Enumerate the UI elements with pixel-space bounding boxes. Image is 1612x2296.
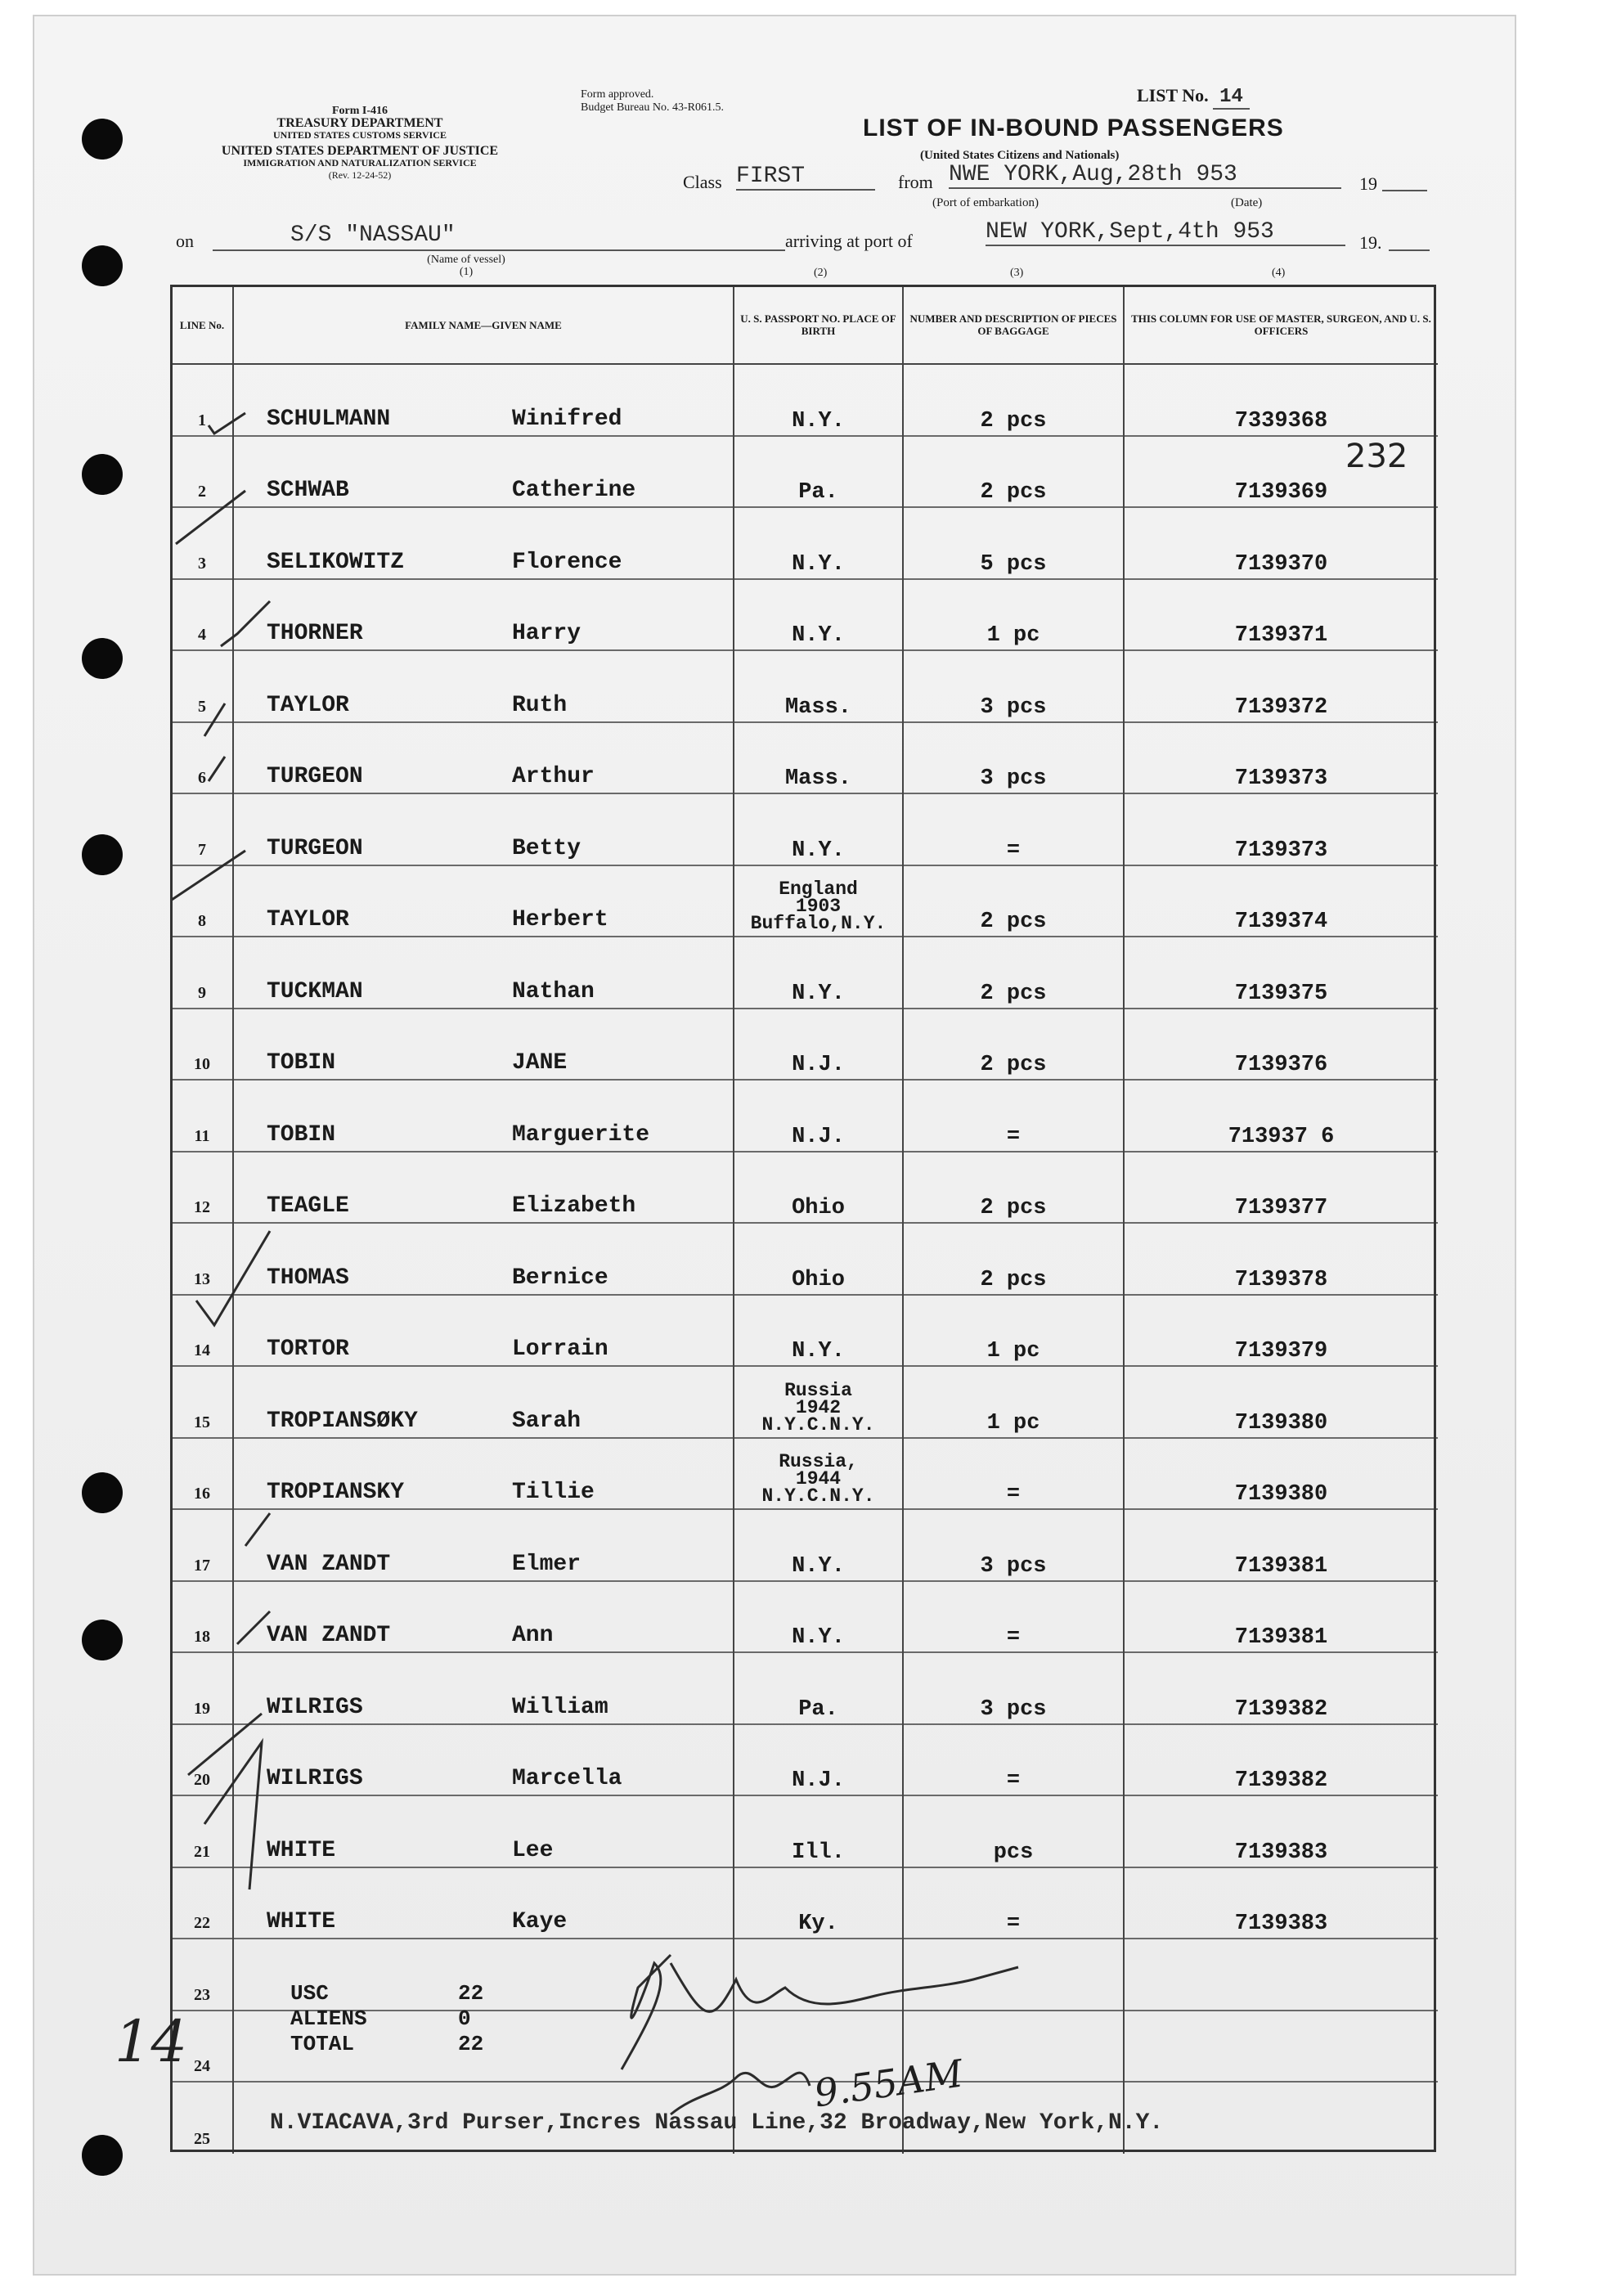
line-number: 1 bbox=[172, 364, 233, 436]
family-name: SCHULMANN bbox=[267, 406, 391, 432]
year-suffix-2: 19. bbox=[1359, 232, 1382, 253]
given-name: Harry bbox=[512, 621, 581, 647]
baggage: 1 pc bbox=[903, 1366, 1124, 1438]
line-number: 12 bbox=[172, 1152, 233, 1224]
place-of-birth: N.Y. bbox=[734, 1509, 903, 1581]
family-name: WHITE bbox=[267, 1909, 336, 1935]
family-name: TAYLOR bbox=[267, 907, 349, 933]
list-label: LIST No. bbox=[1137, 85, 1209, 106]
line-number: 18 bbox=[172, 1581, 233, 1653]
officer-number: 7139383 bbox=[1124, 1867, 1438, 1939]
line-number: 19 bbox=[172, 1652, 233, 1724]
baggage: 2 pcs bbox=[903, 937, 1124, 1009]
given-name: Catherine bbox=[512, 478, 636, 504]
place-of-birth: Russia 1942 N.Y.C.N.Y. bbox=[734, 1366, 903, 1438]
baggage: = bbox=[903, 1867, 1124, 1939]
given-name: William bbox=[512, 1694, 608, 1720]
place-of-birth: N.J. bbox=[734, 1080, 903, 1152]
baggage: = bbox=[903, 1438, 1124, 1510]
family-name: SCHWAB bbox=[267, 478, 349, 504]
col-officers: THIS COLUMN FOR USE OF MASTER, SURGEON, AND U. S. OFFICERS bbox=[1124, 286, 1438, 364]
list-value: 14 bbox=[1213, 86, 1250, 110]
place-of-birth: N.J. bbox=[734, 1009, 903, 1081]
signature bbox=[622, 1955, 1018, 2069]
class-label: Class bbox=[683, 172, 722, 192]
place-of-birth: Ky. bbox=[734, 1867, 903, 1939]
approved-text: Form approved. bbox=[581, 88, 654, 101]
given-name: Elmer bbox=[512, 1551, 581, 1577]
officer-number: 7139381 bbox=[1124, 1581, 1438, 1653]
place-of-birth: N.Y. bbox=[734, 507, 903, 579]
arrival-value: NEW YORK,Sept,4th 953 bbox=[986, 219, 1345, 246]
caption-3: (3) bbox=[1010, 267, 1024, 279]
line-number: 22 bbox=[172, 1867, 233, 1939]
aliens-label: ALIENS bbox=[290, 2006, 367, 2031]
given-name: Nathan bbox=[512, 978, 595, 1004]
ins: IMMIGRATION AND NATURALIZATION SERVICE bbox=[243, 157, 477, 168]
usc-count: 22 bbox=[458, 1981, 484, 2006]
aliens-count: 0 bbox=[458, 2006, 471, 2031]
checkmark bbox=[188, 1714, 262, 1775]
given-name: Winifred bbox=[512, 406, 622, 432]
usc-label: USC bbox=[290, 1981, 329, 2006]
officer-number: 713937 6 bbox=[1124, 1080, 1438, 1152]
year-suffix: 19 bbox=[1359, 173, 1377, 194]
vessel-value: S/S "NASSAU" bbox=[290, 222, 456, 248]
line-number: 20 bbox=[172, 1724, 233, 1796]
officer-number: 7139371 bbox=[1124, 579, 1438, 651]
line-number: 25 bbox=[172, 2082, 233, 2154]
budget-text: Budget Bureau No. 43-R061.5. bbox=[581, 101, 724, 114]
given-name: Sarah bbox=[512, 1408, 581, 1434]
line-number: 21 bbox=[172, 1795, 233, 1867]
place-of-birth: N.Y. bbox=[734, 364, 903, 436]
department: TREASURY DEPARTMENT bbox=[276, 116, 443, 130]
baggage: 2 pcs bbox=[903, 364, 1124, 436]
line-number: 14 bbox=[172, 1295, 233, 1367]
place-of-birth: N.Y. bbox=[734, 793, 903, 865]
line-number: 11 bbox=[172, 1080, 233, 1152]
place-of-birth: Pa. bbox=[734, 436, 903, 508]
place-of-birth: Ill. bbox=[734, 1795, 903, 1867]
given-name: Betty bbox=[512, 835, 581, 861]
baggage: 3 pcs bbox=[903, 1652, 1124, 1724]
class-value: FIRST bbox=[736, 164, 875, 191]
family-name: VAN ZANDT bbox=[267, 1551, 391, 1577]
page-subtitle: (United States Citizens and Nationals) bbox=[920, 149, 1120, 162]
line-number: 2 bbox=[172, 436, 233, 508]
officer-number: 7139382 bbox=[1124, 1724, 1438, 1796]
place-of-birth: N.Y. bbox=[734, 579, 903, 651]
line-number: 16 bbox=[172, 1438, 233, 1510]
total-count: 22 bbox=[458, 2032, 484, 2056]
given-name: Ruth bbox=[512, 692, 568, 718]
family-name: WILRIGS bbox=[267, 1694, 363, 1720]
checkmark bbox=[172, 851, 245, 900]
given-name: Ann bbox=[512, 1623, 554, 1649]
line-number: 15 bbox=[172, 1366, 233, 1438]
family-name: THOMAS bbox=[267, 1265, 349, 1291]
vessel-caption-text: (Name of vessel) bbox=[427, 254, 505, 266]
family-name: TAYLOR bbox=[267, 692, 349, 718]
baggage: 2 pcs bbox=[903, 865, 1124, 937]
officer-number: 7139376 bbox=[1124, 1009, 1438, 1081]
caption-1: (1) bbox=[459, 266, 474, 278]
baggage: 3 pcs bbox=[903, 1509, 1124, 1581]
officer-number: 7139380 bbox=[1124, 1438, 1438, 1510]
on-label: on bbox=[176, 231, 194, 251]
place-of-birth: N.Y. bbox=[734, 937, 903, 1009]
customs-service: UNITED STATES CUSTOMS SERVICE bbox=[273, 129, 447, 141]
family-name: SELIKOWITZ bbox=[267, 549, 405, 575]
line-number: 9 bbox=[172, 937, 233, 1009]
officer-number: 7339368 bbox=[1124, 364, 1438, 436]
purser-line: N.VIACAVA,3rd Purser,Incres Nassau Line,32 Broadway,New York,N.Y. bbox=[270, 2110, 1164, 2136]
line-number: 10 bbox=[172, 1009, 233, 1081]
family-name: TURGEON bbox=[267, 764, 363, 790]
doj: UNITED STATES DEPARTMENT OF JUSTICE bbox=[221, 144, 499, 158]
col-name: FAMILY NAME—GIVEN NAME bbox=[233, 286, 734, 364]
place-of-birth: N.J. bbox=[734, 1724, 903, 1796]
line-number: 3 bbox=[172, 507, 233, 579]
page-title: LIST OF IN-BOUND PASSENGERS bbox=[863, 115, 1284, 142]
baggage: = bbox=[903, 1080, 1124, 1152]
baggage: 3 pcs bbox=[903, 722, 1124, 794]
officer-number: 7139374 bbox=[1124, 865, 1438, 937]
given-name: JANE bbox=[512, 1050, 568, 1076]
officer-number: 7139378 bbox=[1124, 1223, 1438, 1295]
checkmark bbox=[237, 1611, 270, 1644]
given-name: Bernice bbox=[512, 1265, 608, 1291]
checkmark bbox=[176, 491, 245, 544]
family-name: TROPIANSØKY bbox=[267, 1408, 418, 1434]
line-number: 24 bbox=[172, 2011, 233, 2083]
baggage: = bbox=[903, 793, 1124, 865]
baggage: = bbox=[903, 1724, 1124, 1796]
line-number: 8 bbox=[172, 865, 233, 937]
place-of-birth: Mass. bbox=[734, 722, 903, 794]
place-of-birth: England 1903 Buffalo,N.Y. bbox=[734, 865, 903, 937]
baggage: pcs bbox=[903, 1795, 1124, 1867]
line-number: 4 bbox=[172, 579, 233, 651]
baggage: 5 pcs bbox=[903, 507, 1124, 579]
family-name: WILRIGS bbox=[267, 1766, 363, 1792]
officer-number: 7139372 bbox=[1124, 650, 1438, 722]
given-name: Marcella bbox=[512, 1766, 622, 1792]
place-of-birth: Russia, 1944 N.Y.C.N.Y. bbox=[734, 1438, 903, 1510]
line-number: 17 bbox=[172, 1509, 233, 1581]
place-of-birth: N.Y. bbox=[734, 1295, 903, 1367]
col-line-no: LINE No. bbox=[172, 286, 233, 364]
caption-2: (2) bbox=[814, 267, 828, 279]
line-number: 5 bbox=[172, 650, 233, 722]
line-number: 6 bbox=[172, 722, 233, 794]
place-of-birth: Ohio bbox=[734, 1223, 903, 1295]
checkmark bbox=[209, 757, 225, 781]
baggage: 1 pc bbox=[903, 579, 1124, 651]
place-of-birth: Pa. bbox=[734, 1652, 903, 1724]
caption-4: (4) bbox=[1272, 267, 1286, 279]
line-number: 7 bbox=[172, 793, 233, 865]
place-of-birth: Ohio bbox=[734, 1152, 903, 1224]
margin-number: 14 bbox=[115, 2008, 188, 2075]
officer-number: 7139369 bbox=[1124, 436, 1438, 508]
from-value: NWE YORK,Aug,28th 953 bbox=[949, 162, 1341, 189]
col-baggage: NUMBER AND DESCRIPTION OF PIECES OF BAGGAGE bbox=[903, 286, 1124, 364]
officer-number: 7139375 bbox=[1124, 937, 1438, 1009]
officer-number: 7139382 bbox=[1124, 1652, 1438, 1724]
baggage: 3 pcs bbox=[903, 650, 1124, 722]
from-label: from bbox=[898, 172, 933, 192]
family-name: TROPIANSKY bbox=[267, 1480, 405, 1506]
total-label: TOTAL bbox=[290, 2032, 355, 2056]
officer-number: 7139383 bbox=[1124, 1795, 1438, 1867]
baggage: 2 pcs bbox=[903, 1223, 1124, 1295]
officer-number: 7139373 bbox=[1124, 722, 1438, 794]
given-name: Lee bbox=[512, 1837, 554, 1863]
baggage: 2 pcs bbox=[903, 1152, 1124, 1224]
officer-number: 7139379 bbox=[1124, 1295, 1438, 1367]
family-name: WHITE bbox=[267, 1837, 336, 1863]
given-name: Kaye bbox=[512, 1909, 568, 1935]
checkmark bbox=[245, 1513, 270, 1546]
baggage: 2 pcs bbox=[903, 1009, 1124, 1081]
line-number: 23 bbox=[172, 1939, 233, 2011]
family-name: TUCKMAN bbox=[267, 978, 363, 1004]
baggage: 2 pcs bbox=[903, 436, 1124, 508]
checkmark bbox=[204, 1742, 262, 1889]
checkmark bbox=[204, 703, 225, 736]
family-name: TURGEON bbox=[267, 835, 363, 861]
col-passport: U. S. PASSPORT NO. PLACE OF BIRTH bbox=[734, 286, 903, 364]
given-name: Florence bbox=[512, 549, 622, 575]
checkmark bbox=[196, 1231, 270, 1325]
given-name: Marguerite bbox=[512, 1121, 650, 1148]
place-of-birth: N.Y. bbox=[734, 1581, 903, 1653]
place-of-birth: Mass. bbox=[734, 650, 903, 722]
officer-number: 7139380 bbox=[1124, 1366, 1438, 1438]
date-caption: (Date) bbox=[1231, 196, 1263, 209]
family-name: TOBIN bbox=[267, 1050, 336, 1076]
officer-number: 7139373 bbox=[1124, 793, 1438, 865]
family-name: TOBIN bbox=[267, 1121, 336, 1148]
family-name: TORTOR bbox=[267, 1337, 349, 1363]
page-number-stamp: 232 bbox=[1345, 438, 1408, 475]
checkmark bbox=[221, 601, 270, 646]
line-number: 13 bbox=[172, 1223, 233, 1295]
officer-number: 7139370 bbox=[1124, 507, 1438, 579]
given-name: Lorrain bbox=[512, 1337, 608, 1363]
baggage: 1 pc bbox=[903, 1295, 1124, 1367]
checkmark bbox=[209, 413, 245, 434]
revision: (Rev. 12-24-52) bbox=[328, 169, 392, 181]
officer-number: 7139377 bbox=[1124, 1152, 1438, 1224]
officer-number: 7139381 bbox=[1124, 1509, 1438, 1581]
baggage: = bbox=[903, 1581, 1124, 1653]
family-name: TEAGLE bbox=[267, 1193, 349, 1220]
family-name: THORNER bbox=[267, 621, 363, 647]
form-number: Form I-416 bbox=[331, 105, 388, 117]
time-stamp: 9.55AM bbox=[811, 2051, 966, 2116]
given-name: Herbert bbox=[512, 907, 608, 933]
initials bbox=[671, 2073, 810, 2114]
given-name: Tillie bbox=[512, 1480, 595, 1506]
given-name: Elizabeth bbox=[512, 1193, 636, 1220]
port-embarkation-caption: (Port of embarkation) bbox=[932, 196, 1039, 209]
arriving-label: arriving at port of bbox=[785, 231, 913, 251]
family-name: VAN ZANDT bbox=[267, 1623, 391, 1649]
given-name: Arthur bbox=[512, 764, 595, 790]
